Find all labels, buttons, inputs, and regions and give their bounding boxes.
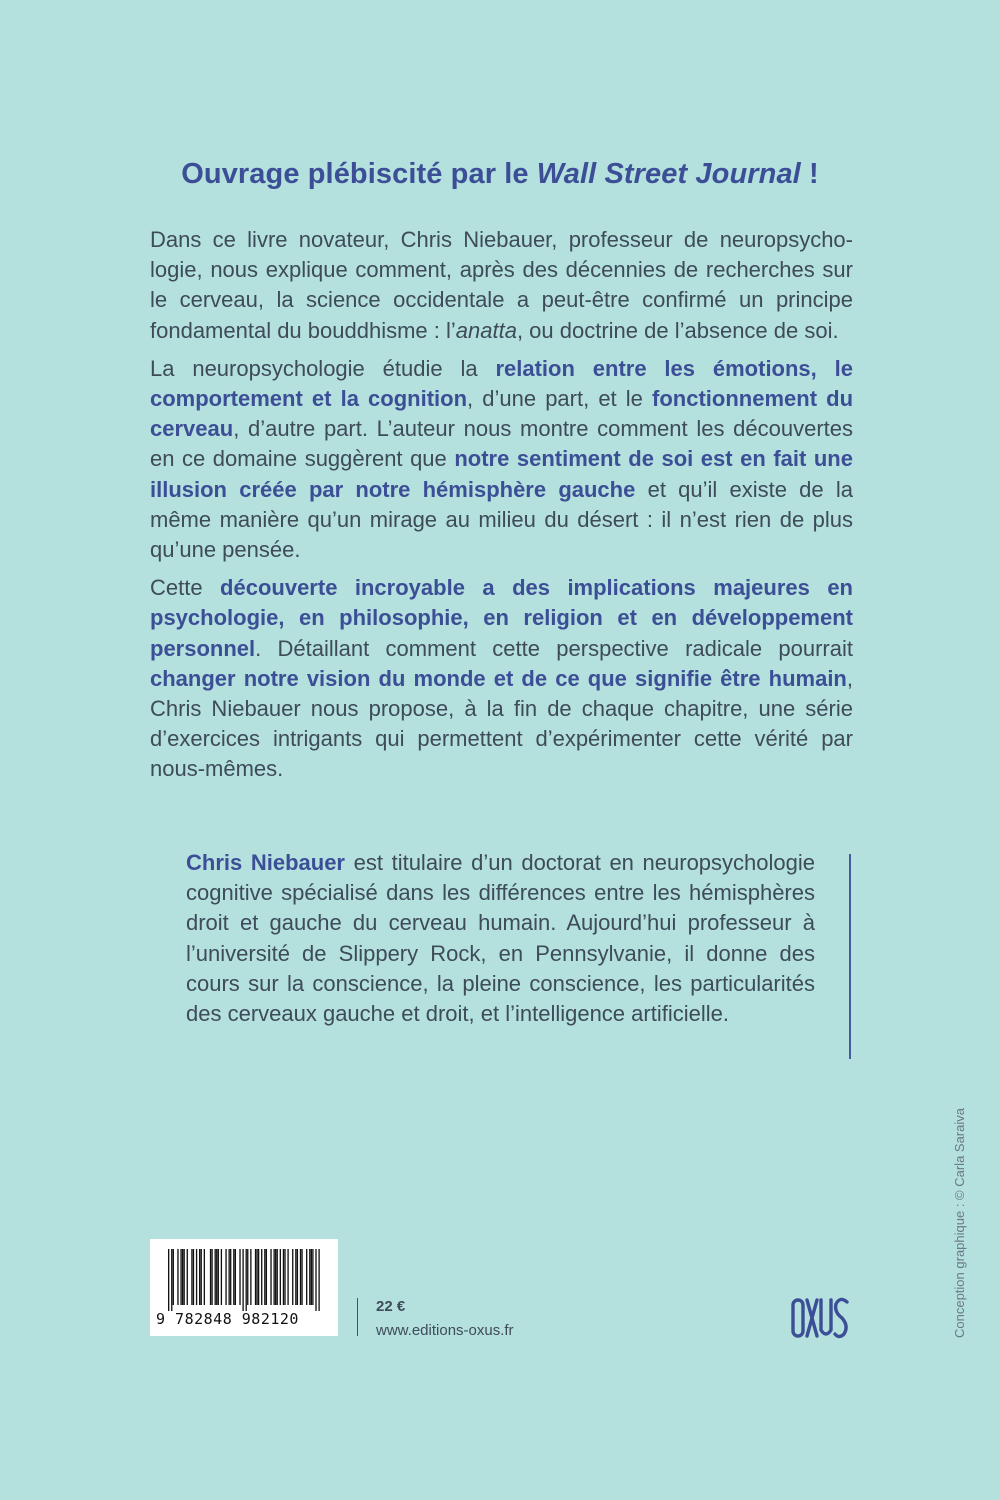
author-bio <box>186 848 815 1029</box>
p2-bold-d: fonctionnement du cerveau <box>150 386 854 442</box>
p3-bold-b: découverte incroyable a des implications majeures en psychologie, en philosophie, en religion et en développement personnel <box>150 575 853 661</box>
blurb-paragraph-3 <box>150 573 853 784</box>
p1-text-c: , ou doctrine de l’absence de soi. <box>516 317 839 343</box>
price-divider <box>357 1298 358 1336</box>
design-credit: Conception graphique : © Carla Saraiva <box>952 1108 967 1338</box>
p3-text-e: , Chris Niebauer nous propose, à la fin de chaque chapitre, une série d’exercices intrigants qui permettent d’expérimenter cette vérité par nous-mêmes. <box>150 665 853 782</box>
bio-vertical-rule <box>849 854 851 1059</box>
p1-text-a: Dans ce livre novateur, Chris Niebauer, professeur de neuropsychologie, nous explique comment, après des décennies de recherches sur le cerveau, la science occidentale a peut-être confirmé un principe fondamental du bouddhisme : l’ <box>150 227 853 343</box>
blurb-paragraph-2 <box>150 354 853 565</box>
oxus-logo-icon <box>788 1288 854 1348</box>
p2-text-e: , d’autre part. L’auteur nous montre comment les découvertes en ce domaine suggèrent que <box>150 416 853 472</box>
blurb <box>150 225 853 793</box>
p3-text-a: Cette <box>150 575 221 601</box>
barcode-bars <box>168 1249 320 1311</box>
author-name: Chris Niebauer <box>186 850 345 875</box>
author-bio-text: est titulaire d’un doctorat en neuropsychologie cognitive spécialisé dans les différences entre les hémisphères droit et gauche du cerveau humain. Aujourd’hui professeur à l’université de Slippery Rock, en Pennsylvanie, il donne des cours sur la conscience, la pleine conscience, les particularités des cerveaux gauche et droit, et l’intelligence artificielle. <box>186 850 815 1027</box>
p2-text-g: et qu’il existe de la même manière qu’un mirage au milieu du désert : il n’est rien de plus qu’une pensée. <box>150 476 853 563</box>
headline-trail: ! <box>800 158 819 190</box>
p2-bold-f: notre sentiment de soi est en fait une illusion créée par notre hémisphère gauche <box>150 446 853 502</box>
p1-italic-anatta: anatta <box>455 317 517 343</box>
barcode <box>150 1239 338 1336</box>
p3-text-c: . Détaillant comment cette perspective radicale pourrait <box>255 635 853 661</box>
headline-lead: Ouvrage plébiscité par le <box>181 158 537 190</box>
headline-journal: Wall Street Journal <box>536 158 801 190</box>
blurb-paragraph-1 <box>150 225 853 346</box>
publisher-website[interactable]: www.editions-oxus.fr <box>376 1322 514 1339</box>
p2-text-a: La neuropsychologie étudie la <box>150 355 496 381</box>
p3-bold-d: changer notre vision du monde et de ce que signifie être humain <box>150 665 847 691</box>
headline <box>0 158 1000 191</box>
isbn-number: 9 782848 982120 <box>156 1310 299 1328</box>
price: 22 € <box>376 1298 406 1315</box>
p2-text-c: , d’une part, et le <box>467 386 653 412</box>
p2-bold-b: relation entre les émotions, le comportement et la cognition <box>150 355 853 412</box>
